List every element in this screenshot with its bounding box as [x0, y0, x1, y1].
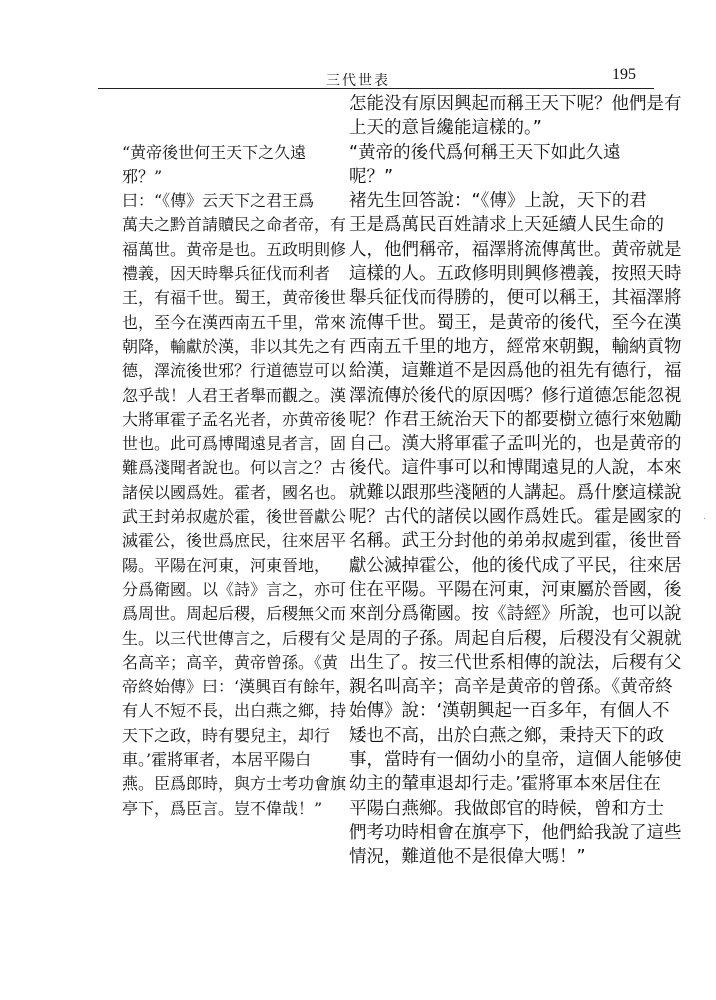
text-line: 自己。漢大將軍霍子孟叫光的，也是黄帝的 — [349, 434, 682, 455]
text-line: 矮也不高，出於白燕之鄉，秉持天下的政 — [349, 725, 664, 746]
text-line: 名稱。武王分封他的弟弟叔處到霍，後世晉 — [349, 531, 682, 552]
text-line: “黄帝後世何王天下之久遠 — [122, 142, 307, 162]
text-line: 難爲淺聞者說也。何以言之？古 — [122, 458, 347, 478]
blank-line — [122, 116, 332, 140]
text-line: 邪？” — [122, 166, 163, 186]
text-line: 上天的意旨纔能這樣的。” — [349, 118, 542, 139]
text-line: “黄帝的後代爲何稱王天下如此久遠 — [349, 142, 621, 163]
left-column-classical-text — [122, 92, 352, 821]
text-line: 諸侯以國爲姓。霍者，國名也。 — [122, 482, 347, 502]
text-line: 呢？作君王統治天下的都要樹立德行來勉勵 — [349, 409, 682, 430]
text-line: 給漢，這難道不是因爲他的祖先有德行，福 — [349, 361, 682, 382]
text-line: 燕。臣爲郎時，與方士考功會旗 — [122, 774, 347, 794]
text-line: 大將軍霍子孟名光者，亦黄帝後 — [122, 409, 347, 429]
text-line: 忽乎哉！人君王者舉而觀之。漢 — [122, 385, 347, 405]
text-line: 禮義，因天時舉兵征伐而利者 — [122, 264, 331, 284]
text-line: 呢？” — [349, 166, 394, 187]
header-title: 三代世表 — [326, 73, 390, 89]
text-line: 世也。此可爲博聞遠見者言，固 — [122, 434, 347, 454]
text-line: 澤流傳於後代的原因嗎？修行道德怎能忽視 — [349, 385, 682, 406]
text-line: 事，當時有一個幼小的皇帝，這個人能够使 — [349, 750, 682, 771]
text-line: 流傳千世。蜀王，是黄帝的後代，至今在漢 — [349, 312, 682, 333]
header-rule — [98, 88, 654, 89]
text-line: 來剖分爲衛國。按《詩經》所說，也可以說 — [349, 604, 682, 625]
text-line: 曰：“《傳》云天下之君王爲 — [122, 191, 315, 211]
text-line: 情況，難道他不是很偉大嗎！” — [349, 847, 586, 868]
text-line: 名高辛；高辛，黄帝曾孫。《黄 — [122, 652, 339, 672]
text-line: 就難以跟那些淺陋的人講起。爲什麼這樣說 — [349, 482, 682, 503]
text-line: 出生了。按三代世系相傳的說法，后稷有父 — [349, 652, 682, 673]
text-line: 幼主的輦車退却行走。’霍將軍本來居住在 — [349, 774, 661, 795]
text-line: 德，澤流後世邪？行道德豈可以 — [122, 361, 347, 381]
text-line: 王是爲萬民百姓請求上天延續人民生命的 — [349, 215, 664, 236]
text-line: 帝終始傳》曰：‘漢興百有餘年， — [122, 677, 352, 697]
text-line: 是周的子孫。周起自后稷，后稷没有父親就 — [349, 628, 682, 649]
text-line: 生。以三代世傳言之，后稷有父 — [122, 628, 347, 648]
text-line: 平陽白燕鄉。我做郎官的時候，曾和方士 — [349, 798, 664, 819]
text-line: 褚先生回答說：“《傳》上說，天下的君 — [349, 191, 647, 212]
text-line: 有人不短不長，出白燕之鄉，持 — [122, 701, 347, 721]
blank-line — [122, 92, 332, 116]
text-line: 後代。這件事可以和博聞遠見的人說，本來 — [349, 458, 682, 479]
text-line: 住在平陽。平陽在河東，河東屬於晉國，後 — [349, 579, 682, 600]
text-line: 怎能没有原因興起而稱王天下呢？他們是有 — [349, 94, 682, 114]
text-line: 亭下，爲臣言。豈不偉哉！” — [122, 798, 323, 818]
text-line: 陽。平陽在河東，河東晉地， — [122, 555, 331, 575]
text-line: 福萬世。黄帝是也。五政明則修 — [122, 239, 347, 259]
text-line: 車。’霍將軍者，本居平陽白 — [122, 750, 312, 770]
text-line: 呢？古代的諸侯以國作爲姓氏。霍是國家的 — [349, 507, 682, 528]
text-line: 獻公滅掉霍公，他的後代成了平民，往來居 — [349, 555, 682, 576]
text-line: 這樣的人。五政修明則興修禮義，按照天時 — [349, 264, 682, 285]
text-line: 舉兵征伐而得勝的，便可以稱王，其福澤將 — [349, 288, 682, 309]
right-column-translation-text — [349, 92, 682, 870]
text-line: 王，有福千世。蜀王，黄帝後世 — [122, 288, 347, 308]
text-line: 滅霍公，後世爲庶民，往來居平 — [122, 531, 347, 551]
text-line: 們考功時相會在旗亭下，他們給我說了這些 — [349, 822, 682, 843]
page-number: 195 — [612, 66, 636, 83]
scan-margin-mark: · — [703, 514, 707, 525]
text-line: 天下之政，時有嬰兒主，却行 — [122, 725, 331, 745]
text-line: 親名叫高辛；高辛是黄帝的曾孫。《黄帝終 — [349, 677, 673, 698]
text-line: 萬夫之黔首請贖民之命者帝，有 — [122, 215, 347, 235]
text-line: 爲周世。周起后稷，后稷無父而 — [122, 604, 347, 624]
text-line: 分爲衛國。以《詩》言之，亦可 — [122, 579, 347, 599]
text-line: 也，至今在漢西南五千里，常來 — [122, 312, 347, 332]
text-line: 人，他們稱帝，福澤將流傳萬世。黄帝就是 — [349, 239, 682, 260]
text-line: 朝降，輸獻於漢，非以其先之有 — [122, 336, 347, 356]
text-line: 武王封弟叔處於霍，後世晉獻公 — [122, 507, 347, 527]
text-line: 西南五千里的地方，經常來朝覲，輸納貢物 — [349, 336, 682, 357]
text-line: 始傳》說：‘漢朝興起一百多年，有個人不 — [349, 701, 670, 722]
